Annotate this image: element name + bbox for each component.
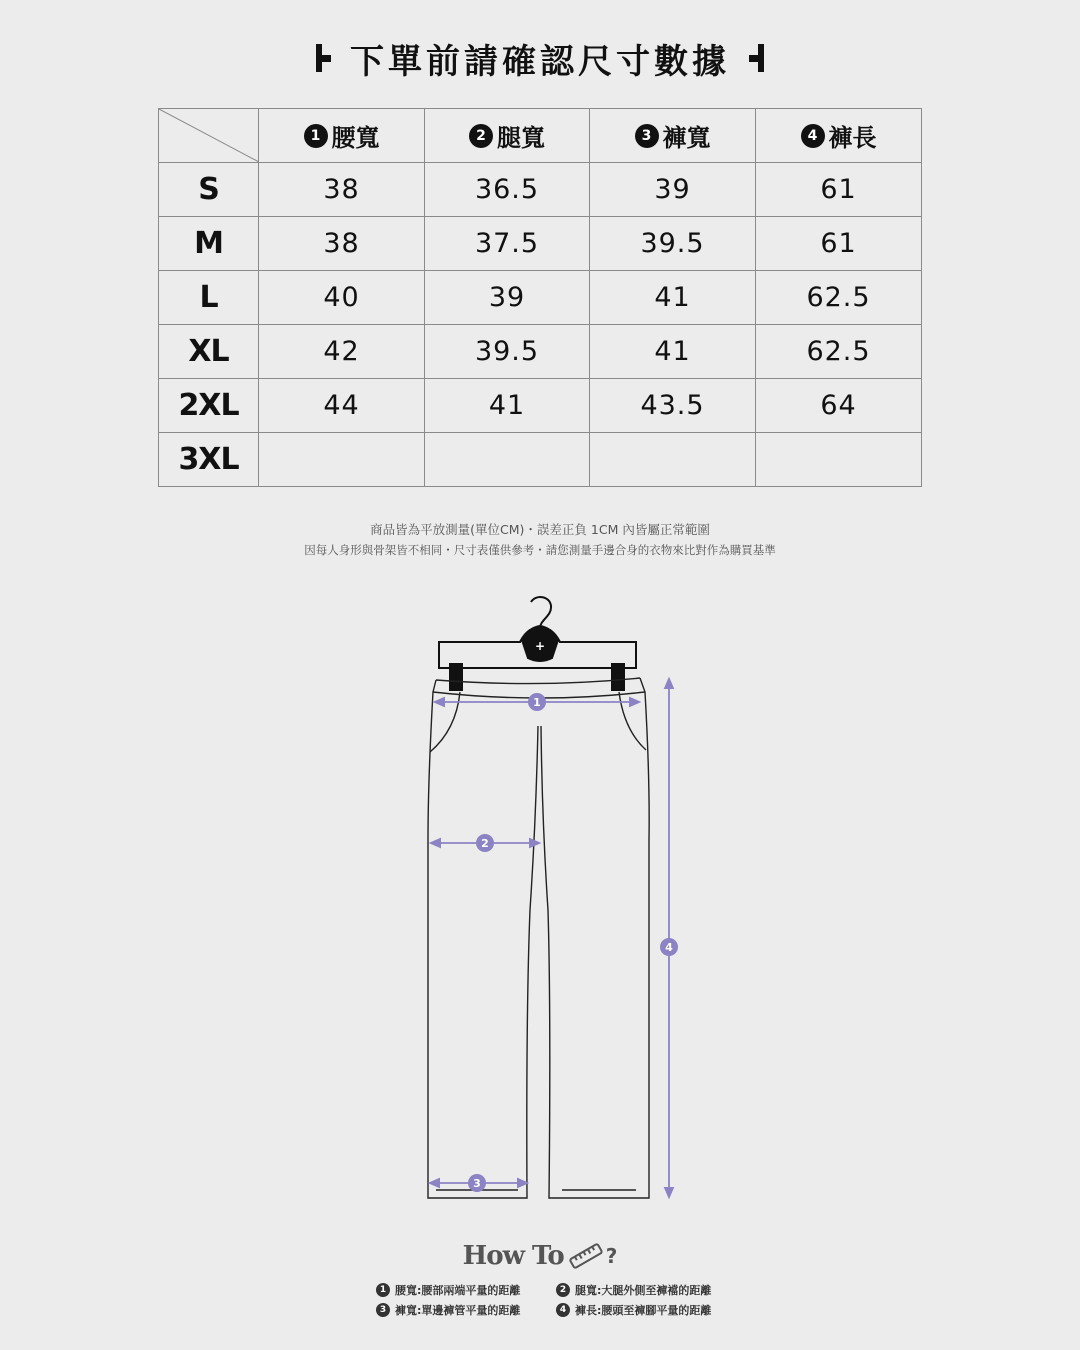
- table-row: [159, 163, 922, 217]
- table-cell: 36.5: [425, 163, 590, 217]
- legend-text: 腰寬:腰部兩端平量的距離: [395, 1284, 521, 1297]
- table-cell: 62.5: [756, 325, 922, 379]
- size-label: 2XL: [159, 379, 259, 433]
- legend-number: 2: [556, 1283, 570, 1297]
- table-row: [159, 325, 922, 379]
- note-line-2: 因每人身形與骨架皆不相同・尺寸表僅供參考・請您測量手邊合身的衣物來比對作為購買基準: [304, 543, 776, 557]
- table-cell: 41: [590, 271, 756, 325]
- header-thigh: [425, 109, 590, 163]
- number-badge: 4: [801, 124, 825, 148]
- table-cell: 61: [756, 217, 922, 271]
- pants-diagram: [0, 580, 1080, 1220]
- howto-text: How To: [462, 1241, 564, 1271]
- legend-text: 腿寬:大腿外側至褲襠的距離: [575, 1284, 712, 1297]
- header-label: 褲寬: [662, 124, 711, 152]
- marker-1: [528, 693, 546, 711]
- legend-item: [376, 1302, 544, 1318]
- header-row: [159, 109, 922, 163]
- legend-item: [556, 1282, 726, 1298]
- size-table: [158, 108, 922, 487]
- title-row: [0, 34, 1080, 82]
- note-line-1: 商品皆為平放測量(單位CM)・誤差正負 1CM 內皆屬正常範圍: [370, 522, 710, 537]
- table-cell: 38: [259, 163, 425, 217]
- marker-label: 3: [473, 1177, 481, 1190]
- table-cell: 39: [425, 271, 590, 325]
- table-cell: 37.5: [425, 217, 590, 271]
- table-cell: 42: [259, 325, 425, 379]
- legend-item: [376, 1282, 544, 1298]
- measure-legend: [376, 1282, 736, 1318]
- table-row: [159, 379, 922, 433]
- marker-4: [660, 938, 678, 956]
- marker-3: [468, 1174, 486, 1192]
- table-row: [159, 433, 922, 487]
- header-label: 腰寬: [331, 124, 380, 152]
- left-bracket-icon: [314, 41, 334, 75]
- marker-label: 4: [665, 941, 673, 954]
- size-label: L: [159, 271, 259, 325]
- table-cell: 44: [259, 379, 425, 433]
- number-badge: 1: [304, 124, 328, 148]
- table-cell: 38: [259, 217, 425, 271]
- table-cell: 39: [590, 163, 756, 217]
- legend-text: 褲長:腰頭至褲腳平量的距離: [575, 1304, 712, 1317]
- header-waist: [259, 109, 425, 163]
- legend-number: 4: [556, 1303, 570, 1317]
- page-title: 下單前請確認尺寸數據: [350, 41, 730, 82]
- table-cell: 41: [590, 325, 756, 379]
- diagonal-line-icon: [159, 109, 259, 162]
- measure-arrows: [433, 682, 669, 1194]
- howto-question: ?: [605, 1244, 618, 1268]
- header-label: 褲長: [828, 124, 877, 152]
- marker-label: 1: [533, 696, 541, 709]
- size-label: M: [159, 217, 259, 271]
- size-label: S: [159, 163, 259, 217]
- table-cell: 61: [756, 163, 922, 217]
- right-bracket-icon: [746, 41, 766, 75]
- size-label: 3XL: [159, 433, 259, 487]
- number-badge: 3: [635, 124, 659, 148]
- pants-outline: [428, 678, 649, 1198]
- table-cell: 41: [425, 379, 590, 433]
- table-cell: 39.5: [590, 217, 756, 271]
- legend-text: 褲寬:單邊褲管平量的距離: [395, 1304, 521, 1317]
- table-cell: [425, 433, 590, 487]
- howto-heading: [0, 1236, 1080, 1276]
- table-cell: 40: [259, 271, 425, 325]
- legend-number: 1: [376, 1283, 390, 1297]
- legend-number: 3: [376, 1303, 390, 1317]
- legend-item: [556, 1302, 726, 1318]
- table-cell: [590, 433, 756, 487]
- hanger-logo: +: [534, 639, 546, 653]
- table-cell: 64: [756, 379, 922, 433]
- ruler-icon: [568, 1242, 604, 1270]
- table-cell: 62.5: [756, 271, 922, 325]
- header-leg-width: [590, 109, 756, 163]
- corner-cell: [159, 109, 259, 163]
- table-cell: 39.5: [425, 325, 590, 379]
- number-badge: 2: [469, 124, 493, 148]
- header-label: 腿寬: [497, 124, 545, 152]
- marker-2: [476, 834, 494, 852]
- marker-label: 2: [481, 837, 489, 850]
- table-cell: [259, 433, 425, 487]
- header-length: [756, 109, 922, 163]
- table-cell: [756, 433, 922, 487]
- table-row: [159, 271, 922, 325]
- table-cell: 43.5: [590, 379, 756, 433]
- size-label: XL: [159, 325, 259, 379]
- table-row: [159, 217, 922, 271]
